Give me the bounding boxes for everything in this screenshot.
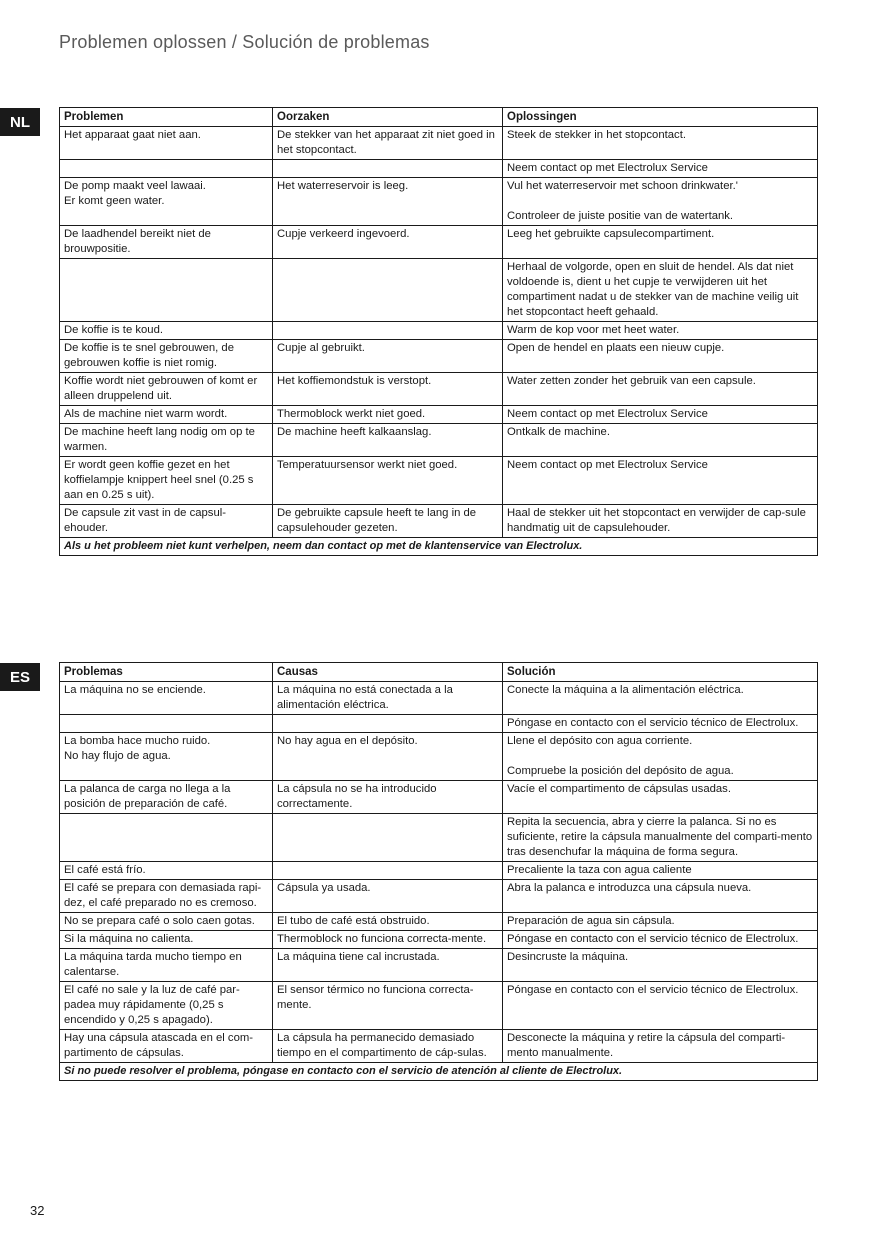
solution-cell: Preparación de agua sin cápsula. [503,913,818,931]
solution-cell: Póngase en contacto con el servicio técnico de Electrolux. [503,931,818,949]
problem-cell: La palanca de carga no llega a la posición de preparación de café. [60,781,273,814]
problem-cell: Koffie wordt niet gebrouwen of komt er alleen druppelend uit. [60,373,273,406]
cause-cell: Het koffiemondstuk is verstopt. [273,373,503,406]
cause-cell: El sensor térmico no funciona correcta-mente. [273,982,503,1030]
cause-cell: La cápsula ha permanecido demasiado tiempo en el compartimento de cáp-sulas. [273,1030,503,1063]
table-row [60,682,818,715]
cause-cell: Het waterreservoir is leeg. [273,178,503,226]
solution-cell: Vul het waterreservoir met schoon drinkwater.' Controleer de juiste positie van de watertank. [503,178,818,226]
solution-cell: Póngase en contacto con el servicio técnico de Electrolux. [503,982,818,1030]
problem-cell [60,715,273,733]
problem-cell: El café está frío. [60,862,273,880]
solution-cell: Abra la palanca e introduzca una cápsula nueva. [503,880,818,913]
solution-cell: Haal de stekker uit het stopcontact en verwijder de cap-sule handmatig uit de capsulehouder. [503,505,818,538]
problem-cell: De machine heeft lang nodig om op te warmen. [60,424,273,457]
solution-cell: Herhaal de volgorde, open en sluit de hendel. Als dat niet voldoende is, dient u het cupje te verwijderen uit het compartiment nadat u de stekker van de machine veilig uit het stopcontact heeft gehaald. [503,259,818,322]
problem-cell: La máquina no se enciende. [60,682,273,715]
solution-cell: Neem contact op met Electrolux Service [503,457,818,505]
table-row [60,715,818,733]
problem-cell: De laadhendel bereikt niet de brouwpositie. [60,226,273,259]
solution-cell: Llene el depósito con agua corriente. Compruebe la posición del depósito de agua. [503,733,818,781]
cause-cell: De stekker van het apparaat zit niet goed in het stopcontact. [273,127,503,160]
table-header-row [60,663,818,682]
table-row [60,373,818,406]
table-row [60,340,818,373]
problem-cell: El café no sale y la luz de café par-padea muy rápidamente (0,25 s encendido y 0,25 s apagado). [60,982,273,1030]
column-header: Causas [273,663,503,682]
solution-cell: Póngase en contacto con el servicio técnico de Electrolux. [503,715,818,733]
cause-cell [273,160,503,178]
table-row [60,814,818,862]
solution-cell: Ontkalk de machine. [503,424,818,457]
troubleshooting-table-es [59,662,818,1081]
problem-cell: De koffie is te koud. [60,322,273,340]
footer-note: Als u het probleem niet kunt verhelpen, neem dan contact op met de klantenservice van Electrolux. [60,538,818,556]
cause-cell: Cápsula ya usada. [273,880,503,913]
table-footer-row [60,1063,818,1081]
solution-cell: Desincruste la máquina. [503,949,818,982]
solution-cell: Precaliente la taza con agua caliente [503,862,818,880]
cause-cell [273,814,503,862]
cause-cell: El tubo de café está obstruido. [273,913,503,931]
problem-cell: Er wordt geen koffie gezet en het koffielampje knippert heel snel (0.25 s aan en 0.25 s uit). [60,457,273,505]
table-row [60,982,818,1030]
table-row [60,862,818,880]
solution-cell: Desconecte la máquina y retire la cápsula del comparti-mento manualmente. [503,1030,818,1063]
table-row [60,178,818,226]
table-row [60,913,818,931]
cause-cell: La máquina tiene cal incrustada. [273,949,503,982]
cause-cell: De gebruikte capsule heeft te lang in de capsulehouder gezeten. [273,505,503,538]
solution-cell: Vacíe el compartimento de cápsulas usadas. [503,781,818,814]
problem-cell: De capsule zit vast in de capsul-ehouder. [60,505,273,538]
table-row [60,424,818,457]
cause-cell: La máquina no está conectada a la alimentación eléctrica. [273,682,503,715]
table-row [60,949,818,982]
problem-cell: Si la máquina no calienta. [60,931,273,949]
language-tab-nl: NL [0,108,40,136]
column-header: Oplossingen [503,108,818,127]
solution-cell: Open de hendel en plaats een nieuw cupje. [503,340,818,373]
table-row [60,781,818,814]
table-row [60,160,818,178]
cause-cell: Thermoblock no funciona correcta-mente. [273,931,503,949]
problem-cell: Het apparaat gaat niet aan. [60,127,273,160]
solution-cell: Leeg het gebruikte capsulecompartiment. [503,226,818,259]
table-row [60,505,818,538]
problem-cell: El café se prepara con demasiada rapi-dez, el café preparado no es cremoso. [60,880,273,913]
solution-cell: Warm de kop voor met heet water. [503,322,818,340]
troubleshooting-table-nl [59,107,818,556]
table-row [60,322,818,340]
page-number: 32 [30,1203,45,1218]
table-row [60,733,818,781]
cause-cell [273,715,503,733]
cause-cell [273,322,503,340]
column-header: Problemen [60,108,273,127]
problem-cell: No se prepara café o solo caen gotas. [60,913,273,931]
cause-cell [273,862,503,880]
footer-note: Si no puede resolver el problema, póngase en contacto con el servicio de atención al cliente de Electrolux. [60,1063,818,1081]
page-title: Problemen oplossen / Solución de problemas [59,32,430,52]
problem-cell: De koffie is te snel gebrouwen, de gebrouwen koffie is niet romig. [60,340,273,373]
table-row [60,406,818,424]
column-header: Solución [503,663,818,682]
problem-cell: De pomp maakt veel lawaai. Er komt geen water. [60,178,273,226]
table-row [60,1030,818,1063]
problem-cell [60,160,273,178]
cause-cell: Thermoblock werkt niet goed. [273,406,503,424]
cause-cell: De machine heeft kalkaanslag. [273,424,503,457]
solution-cell: Neem contact op met Electrolux Service [503,406,818,424]
problem-cell: Hay una cápsula atascada en el com-partimento de cápsulas. [60,1030,273,1063]
table-row [60,127,818,160]
problem-cell: La máquina tarda mucho tiempo en calentarse. [60,949,273,982]
cause-cell: Temperatuursensor werkt niet goed. [273,457,503,505]
table-row [60,931,818,949]
column-header: Problemas [60,663,273,682]
cause-cell: No hay agua en el depósito. [273,733,503,781]
cause-cell: Cupje verkeerd ingevoerd. [273,226,503,259]
solution-cell: Neem contact op met Electrolux Service [503,160,818,178]
problem-cell [60,814,273,862]
language-tab-es: ES [0,663,40,691]
table-row [60,226,818,259]
solution-cell: Repita la secuencia, abra y cierre la palanca. Si no es suficiente, retire la cápsula manualmente del comparti-mento tras desenchufar la máquina de forma segura. [503,814,818,862]
solution-cell: Water zetten zonder het gebruik van een capsule. [503,373,818,406]
table-header-row [60,108,818,127]
cause-cell: Cupje al gebruikt. [273,340,503,373]
table-footer-row [60,538,818,556]
solution-cell: Conecte la máquina a la alimentación eléctrica. [503,682,818,715]
cause-cell: La cápsula no se ha introducido correctamente. [273,781,503,814]
table-row [60,259,818,322]
table-row [60,880,818,913]
problem-cell: La bomba hace mucho ruido. No hay flujo de agua. [60,733,273,781]
column-header: Oorzaken [273,108,503,127]
solution-cell: Steek de stekker in het stopcontact. [503,127,818,160]
cause-cell [273,259,503,322]
problem-cell: Als de machine niet warm wordt. [60,406,273,424]
problem-cell [60,259,273,322]
table-row [60,457,818,505]
